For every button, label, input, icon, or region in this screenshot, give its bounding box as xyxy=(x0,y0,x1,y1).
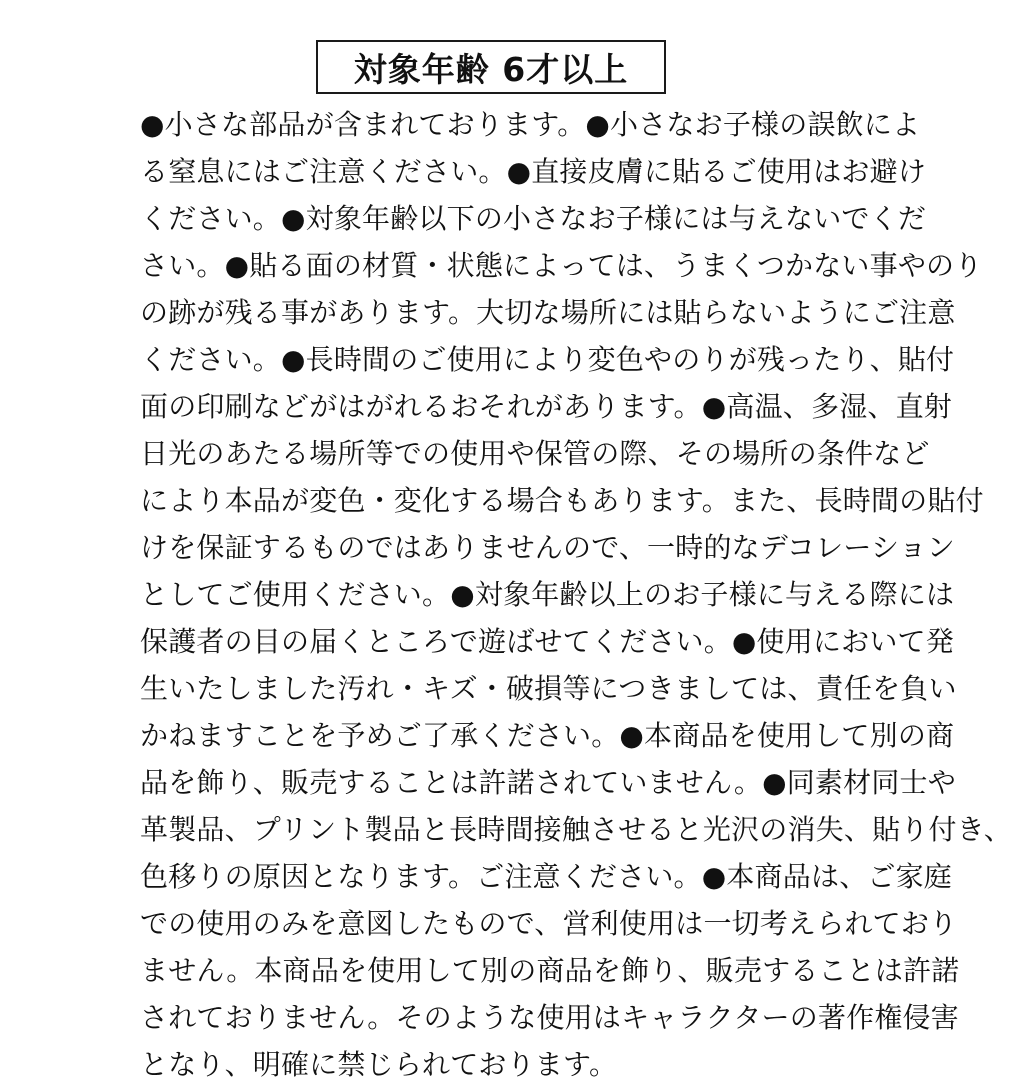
caution-line: ●小さな部品が含まれております。●小さなお子様の誤飲によ xyxy=(140,108,921,141)
caution-line: かねますことを予めご了承ください。●本商品を使用して別の商 xyxy=(140,719,955,752)
caution-line: されておりません。そのような使用はキャラクターの著作権侵害 xyxy=(140,1001,959,1034)
caution-line: けを保証するものではありませんので、一時的なデコレーション xyxy=(140,531,956,564)
caution-line: の跡が残る事があります。大切な場所には貼らないようにご注意 xyxy=(140,296,956,329)
caution-line: により本品が変色・変化する場合もあります。また、長時間の貼付 xyxy=(140,484,984,517)
caution-line: ください。●長時間のご使用により変色やのりが残ったり、貼付 xyxy=(140,343,955,376)
caution-line: さい。●貼る面の材質・状態によっては、うまくつかない事やのり xyxy=(140,249,983,282)
caution-line: 日光のあたる場所等での使用や保管の際、その場所の条件など xyxy=(140,437,930,470)
caution-line: 保護者の目の届くところで遊ばせてください。●使用において発 xyxy=(140,625,954,658)
caution-line: 革製品、プリント製品と長時間接触させると光沢の消失、貼り付き、 xyxy=(140,813,1012,846)
caution-line: ません。本商品を使用して別の商品を飾り、販売することは許諾 xyxy=(140,954,960,987)
caution-line: 生いたしました汚れ・キズ・破損等につきましては、責任を負い xyxy=(140,672,957,705)
caution-line: る窒息にはご注意ください。●直接皮膚に貼るご使用はお避け xyxy=(140,155,927,188)
caution-line: 品を飾り、販売することは許諾されていません。●同素材同士や xyxy=(140,766,956,799)
age-label: 対象年齢 6才以上 xyxy=(353,49,629,89)
caution-line: としてご使用ください。●対象年齢以上のお子様に与える際には xyxy=(140,578,955,611)
caution-line: となり、明確に禁じられております。 xyxy=(140,1048,618,1081)
caution-line: ください。●対象年齢以下の小さなお子様には与えないでくだ xyxy=(140,202,927,235)
caution-line: 色移りの原因となります。ご注意ください。●本商品は、ご家庭 xyxy=(140,860,952,893)
caution-line: での使用のみを意図したもので、営利使用は一切考えられており xyxy=(140,907,958,940)
age-label-box xyxy=(316,40,666,94)
caution-line: 面の印刷などがはがれるおそれがあります。●高温、多湿、直射 xyxy=(140,390,952,423)
caution-text-block xyxy=(140,101,1012,1088)
